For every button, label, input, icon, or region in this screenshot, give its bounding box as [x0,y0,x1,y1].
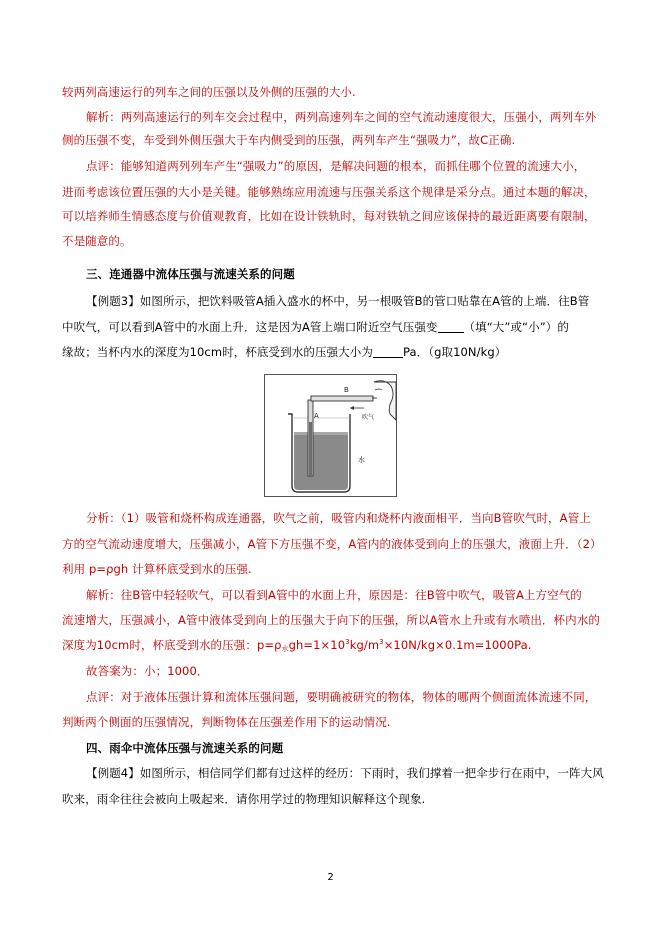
example-3-text: （填“大”或“小”）的 [463,320,569,334]
label-blow: 吹气 [362,414,375,421]
comment-line: 可以培养师生情感态度与价值观教育，比如在设计铁轨时，每对铁轨之间应该保持的最近距离要有限制， [62,209,596,223]
straw-a-water [309,422,312,476]
water-fill [294,434,348,490]
answer-line: 故答案为：小；1000． [86,664,209,678]
section-heading-3: 三、连通器中流体压强与流速关系的问题 [86,267,295,281]
formula-part: 深度为10cm时，杯底受到水的压强：p=ρ [62,638,282,652]
straw-b [311,396,373,401]
formula-part: gh=1×10 [288,638,346,652]
formula-superscript: 3 [379,638,384,646]
example-3-line [62,344,608,360]
label-b: B [344,386,349,394]
example-3-line: 【例题3】如图所示，把饮料吸管A插入盛水的杯中，另一根吸管B的管口贴靠在A管的上端．往B管 [86,294,590,308]
solution-line: 侧的压强不变，车受到外侧压强大于车内侧受到的压强，两列车产生“强吸力”，故C正确. [62,133,516,147]
section-heading-4: 四、雨伞中流体压强与流速关系的问题 [86,741,284,755]
page-number: 2 [327,872,334,883]
label-a: A [314,412,319,420]
analysis-line: 利用 p=ρgh 计算杯底受到水的压强. [62,562,252,576]
example-3-text: Pa．（g取10N/kg） [402,345,507,359]
comment-line: 点评：能够知道两列列车产生“强吸力”的原因，是解决问题的根本，而抓住哪个位置的流速大小， [86,159,586,173]
formula-part: kg/m [349,638,380,652]
comment-line: 进而考虑该位置压强的大小是关键。能够熟练应用流速与压强关系这个规律是采分点。通过本题的解决， [62,185,596,199]
solution-line: 流速增大，压强减小，A管中液体受到向上的压强大于向下的压强，所以A管水上升或有水喷出．杯内水的 [62,613,600,627]
example-4-line: 【例题4】如图所示，相信同学们都有过这样的经历：下雨时，我们撑着一把伞步行在雨中，一阵大风 [86,766,604,780]
water-surface [294,432,348,435]
analysis-line: 分析：（1）吸管和烧杯构成连通器，吹气之前，吸管内和烧杯内液面相平．当向B管吹气时，A管上 [86,511,591,525]
answer-blank [373,345,403,358]
comment-line: 不是随意的。 [62,234,132,248]
straw-beaker-figure [264,374,397,497]
paragraph-line: 较两列高速运行的列车之间的压强以及外侧的压强的大小. [62,85,356,99]
label-water: 水 [358,456,365,464]
example-3-line [62,319,608,335]
example-3-text: 中吹气，可以看到A管中的水面上升．这是因为A管上端口附近空气压强变 [62,320,438,334]
solution-line: 解析：两列高速运行的列车交会过程中，两列高速列车之间的空气流动速度很大，压强小，两列车外 [86,110,597,124]
example-3-text: 缘故；当杯内水的深度为10cm时，杯底受到水的压强大小为 [62,345,373,359]
solution-formula-line [62,637,608,653]
formula-superscript: 3 [345,638,350,646]
comment-line: 点评：对于液体压强计算和流体压强问题，要明确被研究的物体，物体的哪两个侧面流体流速不同， [86,690,597,704]
example-4-line: 吹来，雨伞往往会被向上吸起来．请你用学过的物理知识解释这个现象. [62,792,426,806]
analysis-line: 方的空气流动速度增大，压强减小，A管下方压强不变，A管内的液体受到向上的压强大，液面上升．（2） [62,537,602,551]
answer-blank [438,320,464,333]
formula-subscript: 水 [281,645,289,653]
formula-part: ×10N/kg×0.1m=1000Pa. [383,638,532,652]
comment-line: 判断两个侧面的压强情况，判断物体在压强差作用下的运动情况. [62,715,391,729]
solution-line: 解析：往B管中轻轻吹气，可以看到A管中的水面上升，原因是：往B管中吹气，吸管A上方空气的 [86,588,582,602]
